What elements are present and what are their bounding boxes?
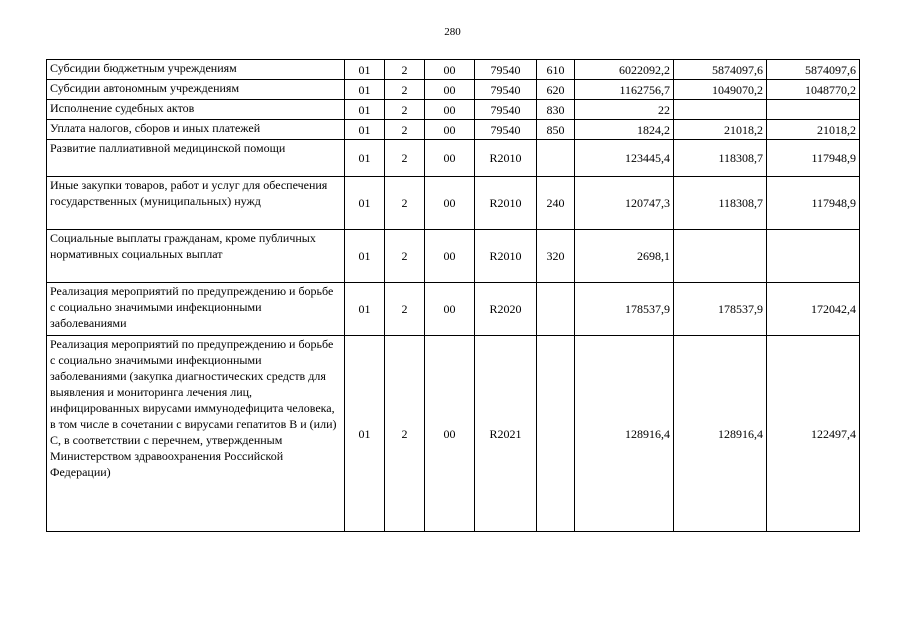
code-cell: 2 — [385, 336, 425, 532]
amount-cell: 118308,7 — [674, 140, 767, 177]
code-cell: 850 — [537, 120, 575, 140]
amount-cell — [767, 230, 860, 283]
code-cell: 01 — [345, 80, 385, 100]
code-cell: R2010 — [475, 177, 537, 230]
code-cell: 2 — [385, 140, 425, 177]
table-row — [47, 120, 860, 140]
code-cell — [537, 283, 575, 336]
table-row — [47, 283, 860, 336]
amount-cell: 22 — [575, 100, 674, 120]
code-cell: R2010 — [475, 230, 537, 283]
budget-table — [46, 59, 860, 532]
code-cell — [537, 336, 575, 532]
amount-cell: 172042,4 — [767, 283, 860, 336]
code-cell: 01 — [345, 336, 385, 532]
row-name: Уплата налогов, сборов и иных платежей — [47, 120, 345, 140]
code-cell: 79540 — [475, 100, 537, 120]
row-name: Субсидии автономным учреждениям — [47, 80, 345, 100]
amount-cell — [674, 100, 767, 120]
table-row — [47, 140, 860, 177]
amount-cell — [674, 230, 767, 283]
code-cell: 620 — [537, 80, 575, 100]
amount-cell: 1048770,2 — [767, 80, 860, 100]
code-cell: 00 — [425, 140, 475, 177]
code-cell: 00 — [425, 100, 475, 120]
row-name: Социальные выплаты гражданам, кроме публичных нормативных социальных выплат — [47, 230, 345, 283]
amount-cell: 21018,2 — [767, 120, 860, 140]
amount-cell: 117948,9 — [767, 140, 860, 177]
table-row — [47, 80, 860, 100]
code-cell: 79540 — [475, 60, 537, 80]
amount-cell: 128916,4 — [674, 336, 767, 532]
amount-cell: 2698,1 — [575, 230, 674, 283]
amount-cell: 122497,4 — [767, 336, 860, 532]
table-row — [47, 230, 860, 283]
code-cell — [537, 140, 575, 177]
code-cell: 2 — [385, 80, 425, 100]
code-cell: 2 — [385, 177, 425, 230]
code-cell: 2 — [385, 230, 425, 283]
amount-cell: 117948,9 — [767, 177, 860, 230]
row-name: Реализация мероприятий по предупреждению и борьбе с социально значимыми инфекционными заболеваниями (закупка диагностических средств для выявления и мониторинга лечения лиц, инфицированных вирусами иммунодефицита человека, в том числе в сочетании с вирусами гепатитов В и (или) С, в соответствии с перечнем, утвержденным Министерством здравоохранения Российской Федерации) — [47, 336, 345, 532]
row-name: Иные закупки товаров, работ и услуг для обеспечения государственных (муниципальных) нужд — [47, 177, 345, 230]
table-row — [47, 336, 860, 532]
code-cell: 00 — [425, 336, 475, 532]
amount-cell: 178537,9 — [575, 283, 674, 336]
code-cell: R2021 — [475, 336, 537, 532]
table-row — [47, 60, 860, 80]
amount-cell: 1162756,7 — [575, 80, 674, 100]
code-cell: 01 — [345, 230, 385, 283]
code-cell: 2 — [385, 100, 425, 120]
code-cell: 00 — [425, 60, 475, 80]
amount-cell: 1049070,2 — [674, 80, 767, 100]
code-cell: 00 — [425, 230, 475, 283]
code-cell: 79540 — [475, 120, 537, 140]
code-cell: R2010 — [475, 140, 537, 177]
amount-cell: 6022092,2 — [575, 60, 674, 80]
code-cell: 830 — [537, 100, 575, 120]
amount-cell — [767, 100, 860, 120]
amount-cell: 128916,4 — [575, 336, 674, 532]
amount-cell: 118308,7 — [674, 177, 767, 230]
row-name: Реализация мероприятий по предупреждению и борьбе с социально значимыми инфекционными заболеваниями — [47, 283, 345, 336]
row-name: Исполнение судебных актов — [47, 100, 345, 120]
code-cell: 240 — [537, 177, 575, 230]
code-cell: 01 — [345, 60, 385, 80]
code-cell: R2020 — [475, 283, 537, 336]
amount-cell: 1824,2 — [575, 120, 674, 140]
row-name: Развитие паллиативной медицинской помощи — [47, 140, 345, 177]
code-cell: 00 — [425, 283, 475, 336]
amount-cell: 123445,4 — [575, 140, 674, 177]
code-cell: 00 — [425, 120, 475, 140]
code-cell: 01 — [345, 177, 385, 230]
code-cell: 01 — [345, 120, 385, 140]
code-cell: 2 — [385, 60, 425, 80]
code-cell: 2 — [385, 120, 425, 140]
code-cell: 01 — [345, 100, 385, 120]
table-row — [47, 100, 860, 120]
amount-cell: 178537,9 — [674, 283, 767, 336]
page-number: 280 — [444, 26, 461, 38]
amount-cell: 5874097,6 — [674, 60, 767, 80]
code-cell: 00 — [425, 177, 475, 230]
code-cell: 610 — [537, 60, 575, 80]
code-cell: 79540 — [475, 80, 537, 100]
code-cell: 01 — [345, 283, 385, 336]
amount-cell: 120747,3 — [575, 177, 674, 230]
amount-cell: 21018,2 — [674, 120, 767, 140]
table-row — [47, 177, 860, 230]
code-cell: 00 — [425, 80, 475, 100]
row-name: Субсидии бюджетным учреждениям — [47, 60, 345, 80]
amount-cell: 5874097,6 — [767, 60, 860, 80]
code-cell: 2 — [385, 283, 425, 336]
code-cell: 320 — [537, 230, 575, 283]
code-cell: 01 — [345, 140, 385, 177]
